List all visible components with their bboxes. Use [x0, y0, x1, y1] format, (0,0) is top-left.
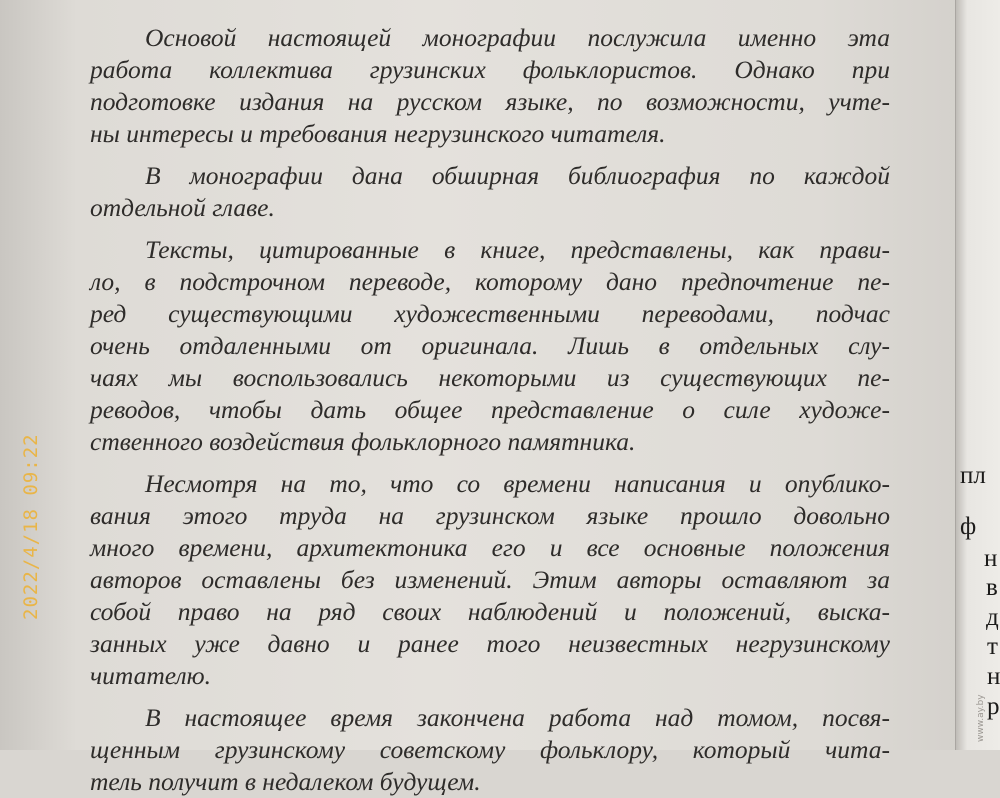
next-page-fragment: н [984, 545, 998, 572]
next-page-fragment: р [987, 693, 1000, 720]
body-text [90, 22, 890, 798]
text-line: Несмотря на то, что со времени написания и опублико- [145, 469, 890, 498]
text-line: ло, в подстрочном переводе, которому дано предпочтение пе- [90, 267, 890, 296]
text-line: собой право на ряд своих наблюдений и положений, выска- [90, 597, 890, 626]
text-line: занных уже давно и ранее того неизвестных негрузинскому [90, 629, 890, 658]
text-line: В монографии дана обширная библиография по каждой [145, 161, 890, 190]
next-page-fragment: т [987, 633, 998, 660]
text-line: ственного воздействия фольклорного памятника. [90, 427, 636, 456]
text-line: Основой настоящей монографии послужила именно эта [145, 23, 890, 52]
text-line: много времени, архитектоника его и все основные положения [90, 533, 890, 562]
next-page-fragment: н [987, 663, 1000, 690]
photo-timestamp: 2022/4/18 09:22 [20, 433, 42, 620]
text-line: тель получит в недалеком будущем. [90, 767, 481, 796]
text-line: ред существующими художественными переводами, подчас [90, 299, 890, 328]
next-page-fragment: в [986, 574, 998, 601]
text-line: чаях мы воспользовались некоторыми из существующих пе- [90, 363, 890, 392]
watermark: www.ay.by [976, 694, 986, 742]
text-line: авторов оставлены без изменений. Этим авторы оставляют за [90, 565, 890, 594]
next-page-fragment: пл [960, 462, 986, 489]
text-line: реводов, чтобы дать общее представление о силе художе- [90, 395, 890, 424]
text-line: ны интересы и требования негрузинского читателя. [90, 119, 666, 148]
text-line: В настоящее время закончена работа над томом, посвя- [145, 703, 890, 732]
next-page-fragment: ф [960, 513, 977, 540]
text-line: работа коллектива грузинских фольклористов. Однако при [90, 55, 890, 84]
text-line: вания этого труда на грузинском языке прошло довольно [90, 501, 890, 530]
text-line: подготовке издания на русском языке, по возможности, учте- [90, 87, 890, 116]
text-line: отдельной главе. [90, 193, 275, 222]
text-line: очень отдаленными от оригинала. Лишь в отдельных слу- [90, 331, 890, 360]
text-line: Тексты, цитированные в книге, представлены, как прави- [145, 235, 890, 264]
next-page-fragment: д [986, 604, 999, 631]
text-line: читателю. [90, 661, 211, 690]
text-line: щенным грузинскому советскому фольклору, который чита- [90, 735, 890, 764]
